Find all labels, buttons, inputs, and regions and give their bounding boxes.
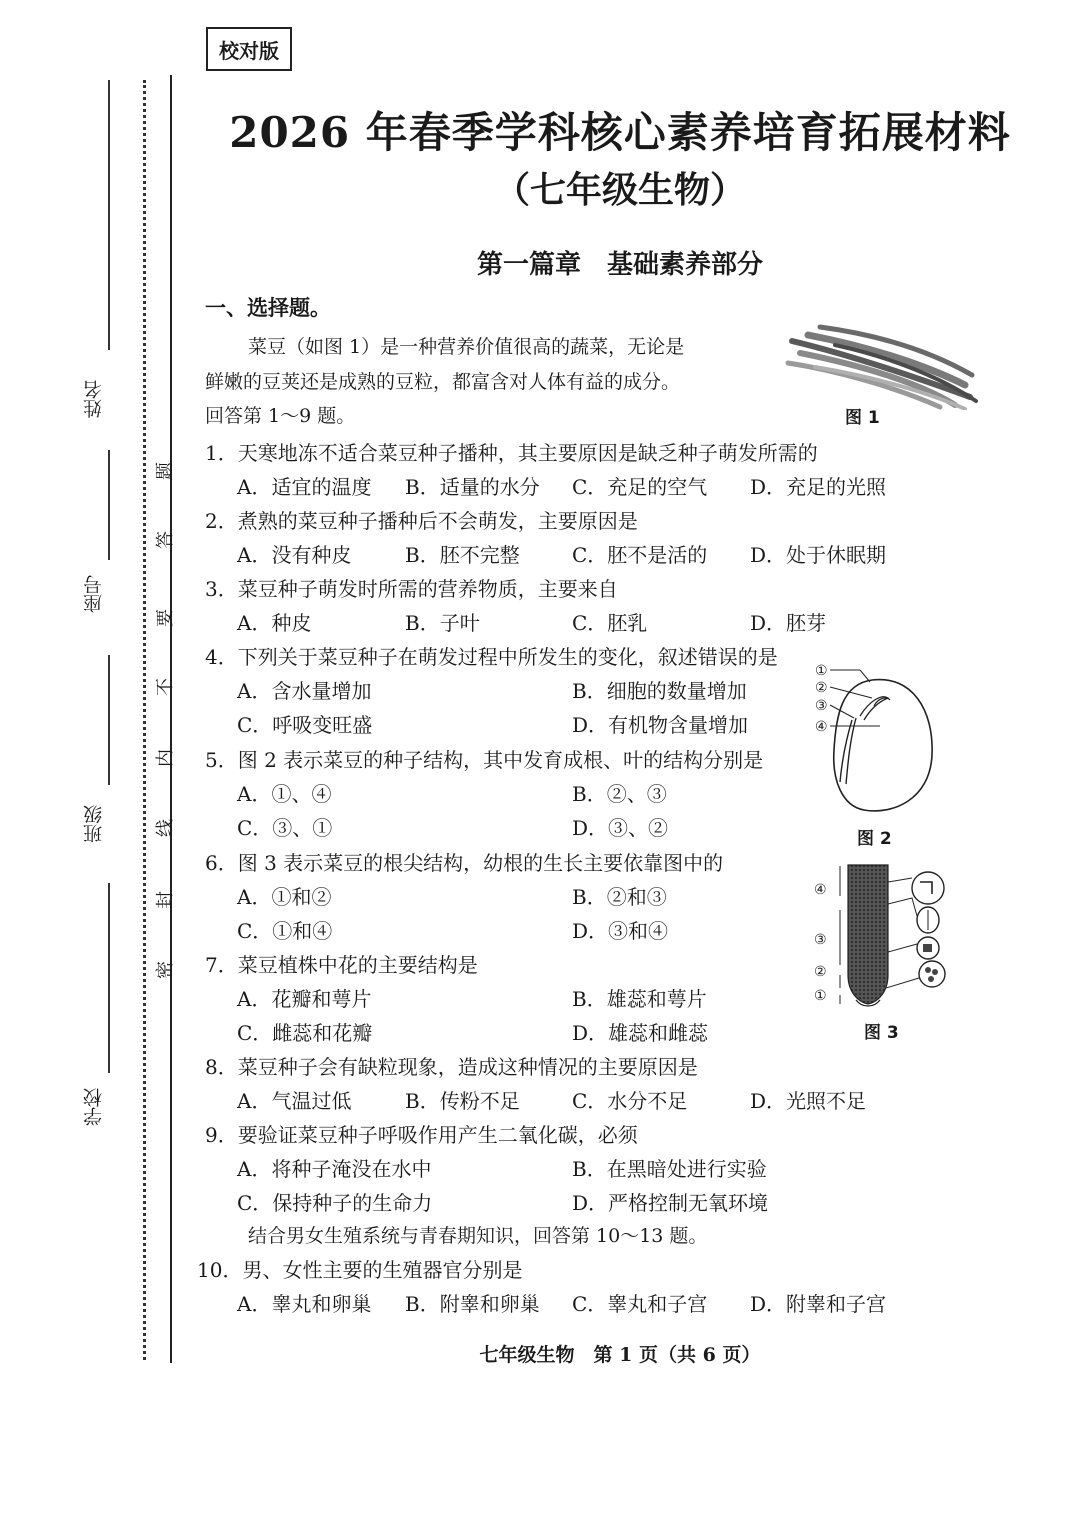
question-2-option-d: D．处于休眠期 [750,543,887,567]
name-field[interactable] [80,380,130,423]
green-beans-image [780,305,980,410]
seal-char: 不 [155,678,176,696]
seal-dotted-line [143,80,146,1360]
question-5-option-a: A．①、④ [237,782,332,806]
question-1-option-b: B．适量的水分 [405,475,540,499]
question-9-stem: 9．要验证菜豆种子呼吸作用产生二氧化碳，必须 [205,1123,638,1147]
question-10-option-c: C．睾丸和子宫 [572,1292,708,1316]
question-7-stem: 7．菜豆植株中花的主要结构是 [205,953,478,977]
question-5-option-d: D．③、② [572,816,669,840]
question-10-option-a: A．睾丸和卵巢 [237,1292,372,1316]
question-6-option-c: C．①和④ [237,919,333,943]
seed-structure-diagram [812,660,942,820]
question-1-stem: 1．天寒地冻不适合菜豆种子播种，其主要原因是缺乏种子萌发所需的 [205,441,818,465]
question-10-option-b: B．附睾和卵巢 [405,1292,540,1316]
question-7-option-a: A．花瓣和萼片 [237,987,372,1011]
question-8-option-c: C．水分不足 [572,1089,688,1113]
seat-field-label: 座号 [83,575,105,613]
question-4-stem: 4．下列关于菜豆种子在萌发过程中所发生的变化，叙述错误的是 [205,645,778,669]
question-9-option-a: A．将种子淹没在水中 [237,1157,432,1181]
seal-char: 密 [155,961,176,979]
question-2-stem: 2．煮熟的菜豆种子播种后不会萌发，主要原因是 [205,509,638,533]
question-4-option-d: D．有机物含量增加 [572,713,749,737]
fig3-label-1: ① [814,988,827,1004]
seat-field[interactable] [80,575,130,618]
fig3-label-4: ④ [814,882,827,898]
question-9-option-b: B．在黑暗处进行实验 [572,1157,767,1181]
intro-line-2: 鲜嫩的豆荚还是成熟的豆粒，都富含对人体有益的成分。 [205,371,681,393]
figure-1-caption: 图 1 [845,408,880,428]
question-10-stem: 10．男、女性主要的生殖器官分别是 [197,1258,523,1282]
question-2-option-a: A．没有种皮 [237,543,352,567]
page-title: 2026 年春季学科核心素养培育拓展材料 [229,108,1011,157]
class-field-line [108,655,110,785]
question-4-option-b: B．细胞的数量增加 [572,679,747,703]
fig2-label-1: ① [815,663,828,679]
section-heading: 一、选择题。 [205,296,331,320]
question-8-stem: 8．菜豆种子会有缺粒现象，造成这种情况的主要原因是 [205,1055,698,1079]
seal-char: 题 [155,462,176,480]
page-footer: 七年级生物 第 1 页（共 6 页） [479,1344,761,1366]
question-2-option-b: B．胚不完整 [405,543,520,567]
question-8-option-a: A．气温过低 [237,1089,352,1113]
name-field-line [108,80,110,350]
question-5-option-c: C．③、① [237,816,333,840]
question-7-option-c: C．雌蕊和花瓣 [237,1021,373,1045]
question-6-option-a: A．①和② [237,885,332,909]
fig2-label-4: ④ [815,719,828,735]
seal-char: 答 [155,531,176,549]
question-2-option-c: C．胚不是活的 [572,543,708,567]
margin-border-line [170,75,172,1363]
question-6-option-d: D．③和④ [572,919,669,943]
question-3-stem: 3．菜豆种子萌发时所需的营养物质，主要来自 [205,577,618,601]
question-1-option-c: C．充足的空气 [572,475,708,499]
question-9-option-c: C．保持种子的生命力 [237,1191,433,1215]
chapter-heading: 第一篇章 基础素养部分 [476,250,763,280]
question-7-option-d: D．雄蕊和雌蕊 [572,1021,709,1045]
seal-char: 线 [155,819,176,837]
question-1-option-a: A．适宜的温度 [237,475,372,499]
root-tip-diagram [810,860,955,1010]
question-3-option-a: A．种皮 [237,611,312,635]
question-3-option-d: D．胚芽 [750,611,827,635]
question-5-option-b: B．②、③ [572,782,667,806]
question-8-option-b: B．传粉不足 [405,1089,520,1113]
question-6-option-b: B．②和③ [572,885,667,909]
figure-3-caption: 图 3 [864,1023,899,1043]
seal-char: 要 [155,609,176,627]
proofread-stamp: 校对版 [206,27,292,71]
question-3-option-c: C．胚乳 [572,611,648,635]
school-field[interactable] [80,1088,130,1131]
figure-2-caption: 图 2 [857,829,892,849]
fig3-label-2: ② [814,964,827,980]
school-field-line [108,883,110,1073]
fig2-label-2: ② [815,680,828,696]
fig3-label-3: ③ [814,932,827,948]
class-field-label: 班级 [83,805,105,843]
school-field-label: 学校 [83,1088,105,1126]
class-field[interactable] [80,805,130,848]
question-6-stem: 6．图 3 表示菜豆的根尖结构，幼根的生长主要依靠图中的 [205,851,724,875]
page-subtitle: （七年级生物） [493,169,746,211]
question-4-option-c: C．呼吸变旺盛 [237,713,373,737]
intro-line-3: 回答第 1～9 题。 [205,405,356,427]
question-4-option-a: A．含水量增加 [237,679,372,703]
question-7-option-b: B．雄蕊和萼片 [572,987,707,1011]
question-8-option-d: D．光照不足 [750,1089,867,1113]
question-1-option-d: D．充足的光照 [750,475,887,499]
question-9-option-d: D．严格控制无氧环境 [572,1191,769,1215]
fig2-label-3: ③ [815,698,828,714]
question-3-option-b: B．子叶 [405,611,480,635]
seat-field-line [108,450,110,560]
seal-char: 封 [155,891,176,909]
intro-line-1: 菜豆（如图 1）是一种营养价值很高的蔬菜，无论是 [248,336,685,358]
seal-char: 内 [155,749,176,767]
question-5-stem: 5．图 2 表示菜豆的种子结构，其中发育成根、叶的结构分别是 [205,748,764,772]
question-10-option-d: D．附睾和子宫 [750,1292,887,1316]
intro-questions-10-13: 结合男女生殖系统与青春期知识，回答第 10～13 题。 [248,1225,708,1247]
name-field-label: 姓名 [83,380,105,418]
